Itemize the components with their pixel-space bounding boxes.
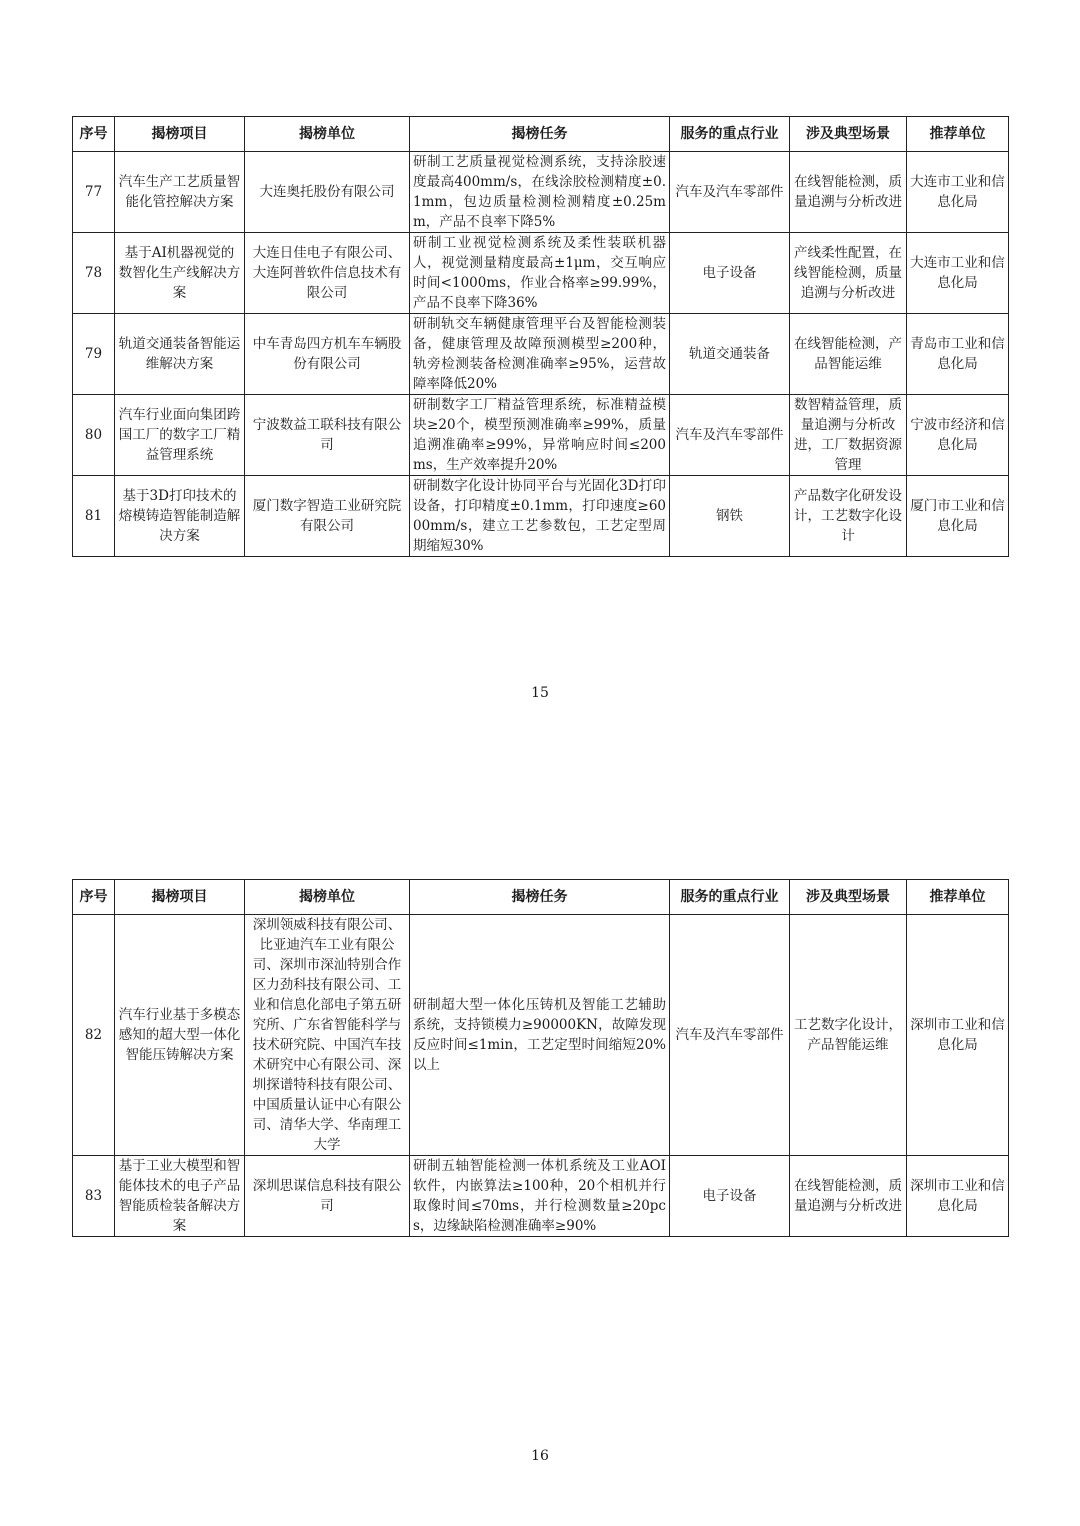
table-header-row (73, 880, 1009, 915)
cell-task: 研制五轴智能检测一体机系统及工业AOI软件，内嵌算法≥100种，20个相机并行取像时间≤70ms，并行检测数量≥20pcs，边缘缺陷检测准确率≥90% (410, 1156, 670, 1237)
table-row (73, 395, 1009, 476)
header-unit: 揭榜单位 (245, 880, 410, 915)
document-page-16 (0, 763, 1080, 1526)
cell-scene: 工艺数字化设计，产品智能运维 (790, 915, 907, 1156)
header-no: 序号 (73, 117, 115, 152)
cell-scene: 在线智能检测，质量追溯与分析改进 (790, 1156, 907, 1237)
cell-recommender: 宁波市经济和信息化局 (907, 395, 1009, 476)
cell-scene: 产线柔性配置，在线智能检测，质量追溯与分析改进 (790, 233, 907, 314)
cell-task: 研制数字化设计协同平台与光固化3D打印设备，打印精度±0.1mm，打印速度≥6000mm/s，建立工艺参数包，工艺定型周期缩短30% (410, 476, 670, 557)
cell-unit: 厦门数字智造工业研究院有限公司 (245, 476, 410, 557)
cell-industry: 钢铁 (670, 476, 790, 557)
cell-task: 研制数字工厂精益管理系统，标准精益模块≥20个，模型预测准确率≥99%，质量追溯准确率≥99%，异常响应时间≤200ms，生产效率提升20% (410, 395, 670, 476)
cell-project: 轨道交通装备智能运维解决方案 (115, 314, 245, 395)
cell-scene: 数智精益管理，质量追溯与分析改进，工厂数据资源管理 (790, 395, 907, 476)
header-task: 揭榜任务 (410, 880, 670, 915)
cell-recommender: 大连市工业和信息化局 (907, 233, 1009, 314)
cell-no: 83 (73, 1156, 115, 1237)
cell-project: 汽车生产工艺质量智能化管控解决方案 (115, 152, 245, 233)
header-unit: 揭榜单位 (245, 117, 410, 152)
cell-industry: 汽车及汽车零部件 (670, 152, 790, 233)
cell-unit: 深圳思谋信息科技有限公司 (245, 1156, 410, 1237)
cell-task: 研制工业视觉检测系统及柔性装联机器人，视觉测量精度最高±1μm，交互响应时间<1000ms，作业合格率≥99.99%，产品不良率下降36% (410, 233, 670, 314)
header-recommender: 推荐单位 (907, 117, 1009, 152)
page-number: 16 (531, 1448, 549, 1464)
header-industry: 服务的重点行业 (670, 117, 790, 152)
cell-recommender: 青岛市工业和信息化局 (907, 314, 1009, 395)
cell-task: 研制超大型一体化压铸机及智能工艺辅助系统，支持锁模力≥90000KN，故障发现反应时间≤1min，工艺定型时间缩短20%以上 (410, 915, 670, 1156)
cell-project: 基于3D打印技术的熔模铸造智能制造解决方案 (115, 476, 245, 557)
cell-no: 81 (73, 476, 115, 557)
table-row (73, 476, 1009, 557)
header-recommender: 推荐单位 (907, 880, 1009, 915)
cell-task: 研制轨交车辆健康管理平台及智能检测装备，健康管理及故障预测模型≥200种，轨旁检测装备检测准确率≥95%，运营故障率降低20% (410, 314, 670, 395)
cell-unit: 深圳领威科技有限公司、比亚迪汽车工业有限公司、深圳市深汕特别合作区力劲科技有限公司、工业和信息化部电子第五研究所、广东省智能科学与技术研究院、中国汽车技术研究中心有限公司、深圳探谱特科技有限公司、中国质量认证中心有限公司、清华大学、华南理工大学 (245, 915, 410, 1156)
cell-project: 汽车行业基于多模态感知的超大型一体化智能压铸解决方案 (115, 915, 245, 1156)
award-project-table (72, 879, 1009, 1237)
cell-scene: 在线智能检测，产品智能运维 (790, 314, 907, 395)
cell-recommender: 深圳市工业和信息化局 (907, 1156, 1009, 1237)
header-task: 揭榜任务 (410, 117, 670, 152)
cell-recommender: 厦门市工业和信息化局 (907, 476, 1009, 557)
cell-industry: 汽车及汽车零部件 (670, 915, 790, 1156)
table-row (73, 1156, 1009, 1237)
header-no: 序号 (73, 880, 115, 915)
table-row (73, 314, 1009, 395)
cell-unit: 大连日佳电子有限公司、大连阿普软件信息技术有限公司 (245, 233, 410, 314)
cell-industry: 电子设备 (670, 1156, 790, 1237)
table-row (73, 915, 1009, 1156)
table-row (73, 233, 1009, 314)
header-project: 揭榜项目 (115, 880, 245, 915)
header-industry: 服务的重点行业 (670, 880, 790, 915)
cell-project: 基于工业大模型和智能体技术的电子产品智能质检装备解决方案 (115, 1156, 245, 1237)
cell-unit: 宁波数益工联科技有限公司 (245, 395, 410, 476)
cell-scene: 产品数字化研发设计，工艺数字化设计 (790, 476, 907, 557)
award-project-table (72, 116, 1009, 557)
header-scene: 涉及典型场景 (790, 880, 907, 915)
cell-task: 研制工艺质量视觉检测系统，支持涂胶速度最高400mm/s，在线涂胶检测精度±0.1mm，包边质量检测检测精度±0.25mm，产品不良率下降5% (410, 152, 670, 233)
table-header-row (73, 117, 1009, 152)
cell-recommender: 大连市工业和信息化局 (907, 152, 1009, 233)
cell-unit: 中车青岛四方机车车辆股份有限公司 (245, 314, 410, 395)
cell-no: 80 (73, 395, 115, 476)
cell-no: 78 (73, 233, 115, 314)
cell-unit: 大连奥托股份有限公司 (245, 152, 410, 233)
cell-scene: 在线智能检测，质量追溯与分析改进 (790, 152, 907, 233)
cell-no: 79 (73, 314, 115, 395)
header-scene: 涉及典型场景 (790, 117, 907, 152)
cell-industry: 电子设备 (670, 233, 790, 314)
table-row (73, 152, 1009, 233)
cell-project: 汽车行业面向集团跨国工厂的数字工厂精益管理系统 (115, 395, 245, 476)
cell-no: 82 (73, 915, 115, 1156)
cell-no: 77 (73, 152, 115, 233)
header-project: 揭榜项目 (115, 117, 245, 152)
cell-recommender: 深圳市工业和信息化局 (907, 915, 1009, 1156)
cell-project: 基于AI机器视觉的数智化生产线解决方案 (115, 233, 245, 314)
cell-industry: 汽车及汽车零部件 (670, 395, 790, 476)
page-number: 15 (531, 685, 549, 701)
cell-industry: 轨道交通装备 (670, 314, 790, 395)
